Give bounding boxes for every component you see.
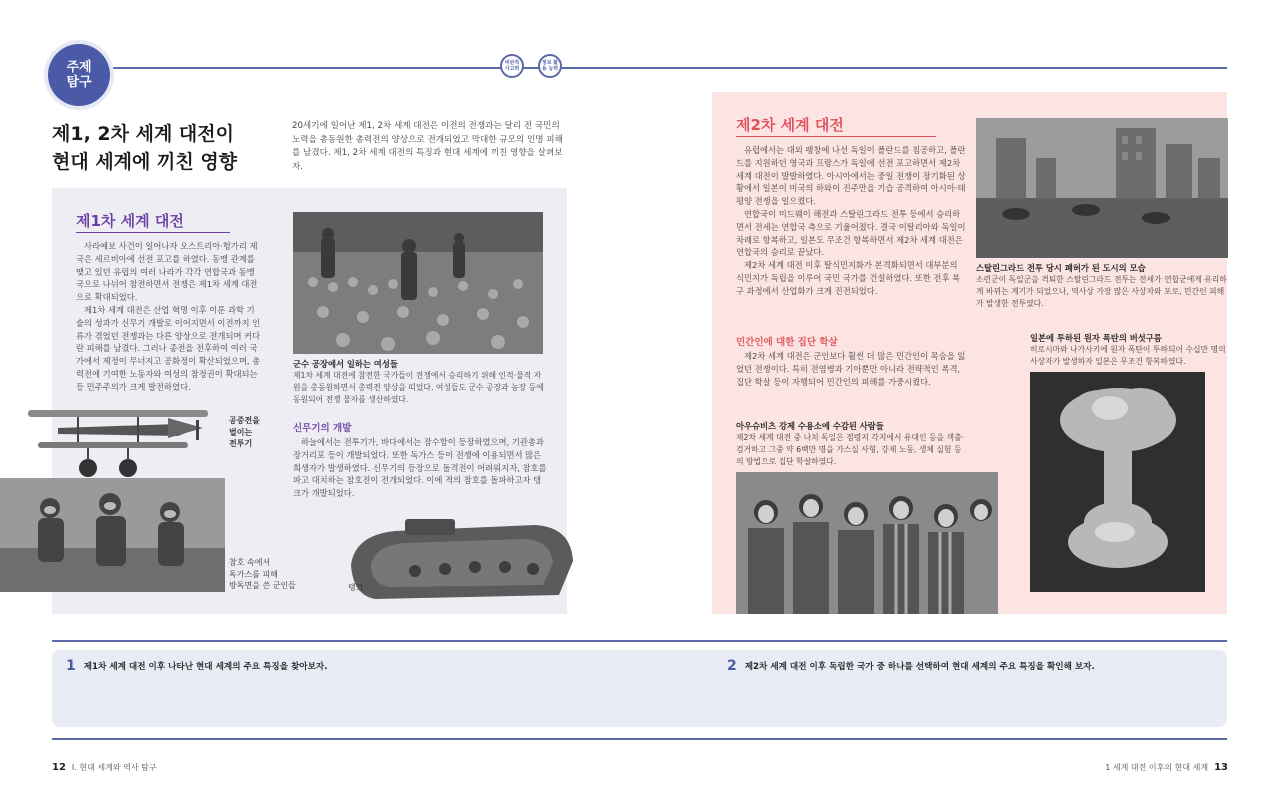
atomic-caption [1030,332,1230,368]
auschwitz-caption-text: 제2차 세계 대전 중 나치 독일은 점령지 각지에서 유대인 등을 색출·검거하고 그중 약 6백만 명을 가스실 사형, 강제 노동, 생체 실험 등의 방법으로 집단 학살하였다. [736,433,965,466]
new-weapons-title: 신무기의 개발 [293,423,352,434]
biplane-image [18,398,218,490]
competency-badge-critical-thinking: 비판적 사고력 [500,54,524,78]
massacre-body [736,350,968,388]
task-1-text: 제1차 세계 대전 이후 나타난 현대 세계의 주요 특징을 찾아보자. [83,662,328,672]
ww1-title: 제1차 세계 대전 [76,212,184,230]
ww2-body [736,144,966,298]
munitions-factory-photo [293,212,543,354]
stalingrad-caption [976,262,1228,310]
auschwitz-caption [736,420,968,468]
new-weapons-body [293,436,548,500]
massacre-title: 민간인에 대한 집단 학살 [736,337,838,348]
task-1-number: 1 [66,658,76,674]
stalingrad-caption-text: 소련군이 독일군을 격퇴한 스탈린그라드 전투는 전세가 연합군에게 유리하게 바뀌는 계기가 되었으나, 역사상 가장 많은 사상자와 포로, 민간인 피해가 발생한 전투였다. [976,275,1227,308]
ww2-paragraph: 연합국이 미드웨이 해전과 스탈린그라드 전투 등에서 승리하면서 전세는 연합국 측으로 기울어졌다. 결국 이탈리아와 독일이 차례로 항복하고, 일본도 무조건 항복하면서 제2차 세계 대전은 연합국의 승리로 끝났다. [736,208,966,258]
ww1-paragraph: 제1차 세계 대전은 산업 혁명 이후 이룬 과학 기술의 성과가 신무기 개발로 이어지면서 이전까지 인류가 겪었던 전쟁과는 다른 양상으로 전개되며 커다란 피해를 남겼다. 그러나 종전을 전후하여 여러 국가에서 제정이 무너지고 공화정이 확산되었으며, 총력전에 기여한 노동자와 여성의 참정권이 확대되는 등 민주주의가 크게 발전하였다. [76,304,261,392]
bottom-rule [52,738,1227,740]
ww1-body [76,240,261,394]
trench-soldiers-image [0,478,225,592]
left-chapter: I. 현대 세계와 역사 탐구 [71,763,157,772]
ww2-title: 제2차 세계 대전 [736,116,844,134]
mushroom-cloud-photo [1030,372,1205,592]
ww2-paragraph: 제2차 세계 대전 이후 탈식민지화가 본격화되면서 대부분의 식민지가 독립을 이루어 국민 국가를 건설하였다. 또한 전후 복구 과정에서 산업화가 크게 진전되었다. [736,260,961,296]
footer-left [52,762,157,773]
task-2 [727,658,1095,674]
auschwitz-caption-title: 아우슈비츠 강제 수용소에 수감된 사람들 [736,421,884,431]
ww2-paragraph: 유럽에서는 대외 팽창에 나선 독일이 폴란드를 침공하고, 폴란드를 지원하던 영국과 프랑스가 독일에 선전 포고하면서 제2차 세계 대전이 발발하였다. 아시아에서는 중일 전쟁이 장기화된 상황에서 일본이 미국의 하와이 진주만을 기습 공격하여 아시아·태평양 전쟁을 일으켰다. [736,145,966,207]
biplane-label: 공중전을 벌이는 전투기 [229,416,260,448]
competency-badge-information-literacy: 정보 활용 능력 [538,54,562,78]
factory-caption-text: 제1차 세계 대전에 참전한 국가들이 전쟁에서 승리하기 위해 인적·물적 자원을 총동원하면서 총력전 양상을 띠었다. 여성들도 군수 공장과 농장 등에 동원되어 전쟁 물자를 생산하였다. [293,371,544,404]
stalingrad-photo [976,118,1228,258]
ww1-paragraph: 사라예보 사건이 일어나자 오스트리아·헝가리 제국은 세르비아에 선전 포고를 하였다. 동맹 관계를 맺고 있던 유럽의 여러 나라가 각각 연합국과 동맹국으로 나뉘어 참전하면서 전쟁은 제1차 세계 대전으로 확대되었다. [76,241,258,303]
trench-soldiers-photo [0,478,225,592]
massacre-paragraph: 제2차 세계 대전은 군인보다 훨씬 더 많은 민간인이 목숨을 잃었던 전쟁이다. 특히 전염병과 기아뿐만 아니라 전략적인 폭격, 집단 학살 등이 자행되어 민간인의 피해를 가중시켰다. [736,351,966,387]
tank-image [345,515,577,605]
auschwitz-image [736,472,998,614]
stalingrad-image [976,118,1228,258]
task-2-text: 제2차 세계 대전 이후 독립한 국가 중 하나를 선택하여 현대 세계의 주요 특징을 확인해 보자. [744,662,1095,672]
intro-text: 20세기에 일어난 제1, 2차 세계 대전은 이전의 전쟁과는 달리 전 국민의 노력을 총동원한 총력전의 양상으로 전개되었고 막대한 규모의 인명 피해를 남겼다. 제1, 2차 세계 대전의 특징과 현대 세계에 끼친 영향을 살펴보자. [292,121,563,172]
trench-soldiers-label: 참호 속에서 독가스를 피해 방독면을 쓴 군인들 [229,558,296,590]
ww1-title-underline [76,232,230,233]
task-1 [66,658,327,674]
mushroom-cloud-image [1030,372,1205,592]
factory-caption [293,358,548,406]
top-rule [52,67,1227,69]
atomic-caption-text: 히로시마와 나가사키에 원자 폭탄이 투하되어 수십만 명의 사상자가 발생하자 일본은 무조건 항복하였다. [1030,345,1226,366]
right-chapter: 1 세계 대전 이후의 현대 세계 [1105,763,1209,772]
atomic-caption-title: 일본에 투하된 원자 폭탄의 버섯구름 [1030,333,1162,343]
stalingrad-caption-title: 스탈린그라드 전투 당시 폐허가 된 도시의 모습 [976,263,1146,273]
ww2-title-underline [736,136,936,137]
new-weapons-paragraph: 하늘에서는 전투기가, 바다에서는 잠수함이 등장하였으며, 기관총과 장거리포 등이 개발되었다. 또한 독가스 등이 전쟁에 이용되면서 많은 희생자가 발생하였다. 신무기의 등장으로 돌격전이 어려워지자, 참호를 파고 대치하는 참호전이 전개되었다. 이에 적의 참호를 돌파하고자 탱크가 개발되었다. [293,437,547,499]
task-2-number: 2 [727,658,737,674]
factory-caption-title: 군수 공장에서 일하는 여성들 [293,359,398,369]
auschwitz-photo [736,472,998,614]
munitions-factory-image [293,212,543,354]
left-page-number: 12 [52,762,66,773]
page-title: 제1, 2차 세계 대전이 현대 세계에 끼친 영향 [52,123,238,173]
task-top-rule [52,640,1227,642]
tank-label: 탱크 [348,583,364,592]
tank-photo [345,515,577,605]
topic-badge: 주제 탐구 [48,44,110,106]
right-page-number: 13 [1214,762,1228,773]
biplane-photo [18,398,218,490]
footer-right [1105,762,1228,773]
